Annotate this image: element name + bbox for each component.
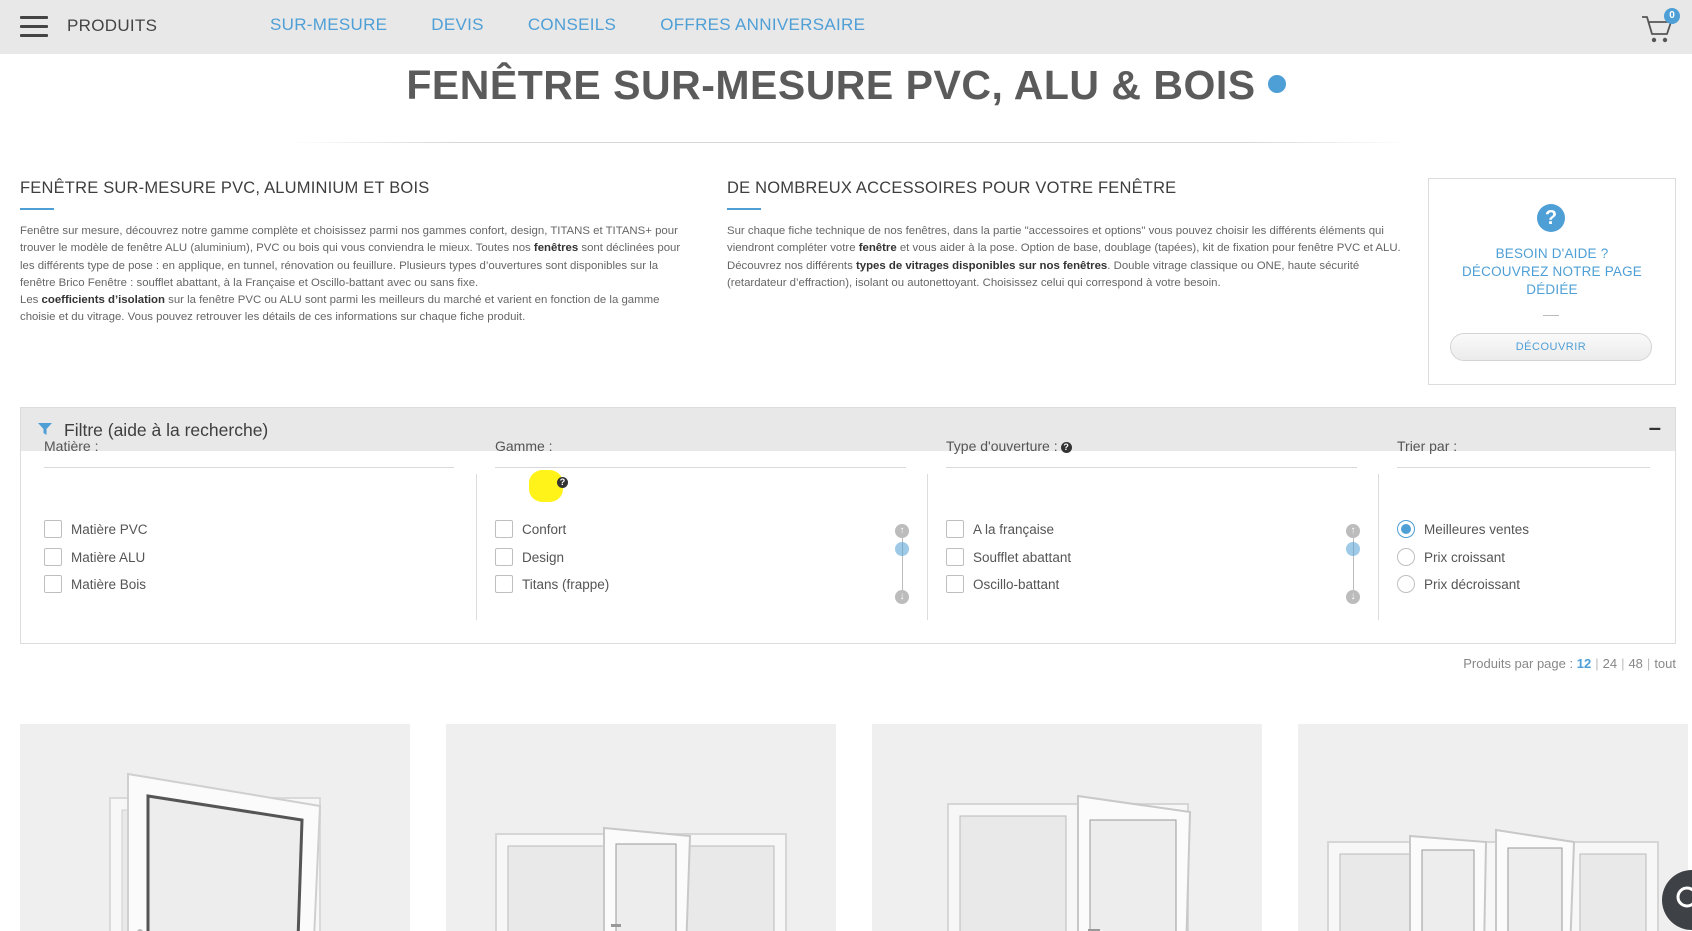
intro-left-text-part: sur la fenêtre PVC ou ALU sont parmi les meilleurs du marché et varient en fonction de la gamme choisie et du vitrage. Vous pouvez retrouver les détails de ces informations sur chaque fiche produit. [20,294,660,324]
radio-button-selected[interactable] [1397,520,1415,538]
help-text-line: DÉCOUVREZ NOTRE PAGE [1461,264,1643,279]
product-card[interactable] [20,724,410,931]
column-separator [927,474,928,620]
title-divider [290,142,1410,143]
intro-right-heading: DE NOMBREUX ACCESSOIRES POUR VOTRE FENÊTRE [727,179,1177,197]
option-label: A la française [973,521,1055,537]
scroll-thumb[interactable] [1346,542,1360,556]
intro-left-text [20,223,696,327]
radio-meilleures-ventes[interactable] [1397,520,1529,538]
gamme-label [495,438,553,454]
intro-right-text-part: et vous aider à la pose. Option de base, doublage (tapées), kit de fixation pour fenêtre PVC et ALU. Découvrez nos différents [727,242,1401,272]
checkbox[interactable] [946,575,964,593]
intro-left-underline [20,208,54,210]
intro-right-text-part: Sur chaque fiche technique de nos fenêtres, dans la partie "accessoires et options" vous pouvez choisir les différents éléments qui viendront compléter votre [727,225,1384,255]
option-label: Confort [522,521,567,537]
intro-right-text [727,223,1403,292]
chat-icon [1674,884,1692,914]
product-card[interactable] [446,724,836,931]
column-separator [476,474,477,620]
checkbox-matiere-alu[interactable] [44,548,145,566]
window-french-double-image [872,724,1262,931]
checkbox[interactable] [946,548,964,566]
scroll-up-icon[interactable]: ↑ [1346,524,1360,538]
filter-panel [20,407,1676,644]
matiere-label: Matière : [44,438,99,454]
window-triple-leaf-image [1298,724,1688,931]
main-nav [270,15,865,35]
nav-link-devis[interactable]: DEVIS [431,15,484,34]
scroll-down-icon[interactable]: ↓ [895,590,909,604]
funnel-icon [38,422,52,436]
intro-left-text-part: Fenêtre sur mesure, découvrez notre gamme complète et choisissez parmi nos gammes confort, design, TITANS et TITANS+ pour trouver le modèle de fenêtre ALU (aluminium), PVC ou bois qui vous conviendra le mieux. Toutes nos [20,225,678,255]
radio-prix-croissant[interactable] [1397,548,1505,566]
cart-button[interactable] [1640,8,1682,48]
option-label: Prix décroissant [1424,576,1521,592]
nav-link-sur-mesure[interactable]: SUR-MESURE [270,15,388,34]
window-double-leaf-image [446,724,836,931]
scroll-down-icon[interactable]: ↓ [1346,590,1360,604]
per-page-24[interactable]: 24 [1602,656,1618,671]
intro-right-text-link[interactable]: types de vitrages disponibles sur nos fenêtres [855,259,1108,272]
checkbox-gamme-titans[interactable] [495,575,609,593]
option-label: Design [522,549,565,565]
intro-left-text-part: sont déclinées pour les différents type de pose : en applique, en tunnel, rénovation ou feuillure. Plusieurs types d’ouvertures sont disponibles sur la fenêtre Brico Fenêtre : soufflet abattant, à la Française et Oscillo-battant avec ou sans fixe. [20,242,681,289]
question-icon[interactable]: ? [1061,442,1072,453]
checkbox-ouverture-oscillo[interactable] [946,575,1059,593]
gamme-label-text: Gamme : [495,438,553,454]
option-label: Matière PVC [71,521,148,537]
checkbox-gamme-design[interactable] [495,548,564,566]
checkbox[interactable] [44,548,62,566]
column-separator [1378,474,1379,620]
page-title [0,62,1692,109]
checkbox-matiere-bois[interactable] [44,575,146,593]
products-per-page [1463,656,1676,671]
option-label: Soufflet abattant [973,549,1072,565]
checkbox-ouverture-francaise[interactable] [946,520,1054,538]
option-label: Meilleures ventes [1424,521,1530,537]
checkbox[interactable] [495,520,513,538]
gamme-scroller[interactable] [895,524,911,604]
intro-left-text-part: Les [20,294,42,307]
top-bar [0,0,1692,54]
gamme-rule [495,467,906,468]
help-divider [1543,315,1559,316]
help-text[interactable] [1439,245,1665,299]
hamburger-menu-icon[interactable] [20,16,50,38]
page-title-text: FENÊTRE SUR-MESURE PVC, ALU & BOIS [406,62,1256,108]
produits-menu-label[interactable]: PRODUITS [67,16,158,35]
per-page-tout[interactable]: tout [1654,656,1676,671]
option-label: Titans (frappe) [522,576,610,592]
intro-left-text-bold: fenêtres [533,242,579,255]
ouverture-label [946,438,1072,454]
checkbox-gamme-confort[interactable] [495,520,566,538]
intro-right-text-bold: fenêtre [858,242,897,255]
checkbox[interactable] [495,548,513,566]
separator: | [1621,656,1625,671]
scroll-up-icon[interactable]: ↑ [895,524,909,538]
intro-right-underline [727,208,761,210]
filter-title: Filtre (aide à la recherche) [64,420,269,440]
help-text-line: BESOIN D'AIDE ? [1495,246,1609,261]
collapse-icon[interactable]: – [1648,415,1661,440]
help-text-line: DÉDIÉE [1526,282,1578,297]
per-page-48[interactable]: 48 [1628,656,1643,671]
gamme-question-icon[interactable]: ? [557,477,568,488]
product-card[interactable] [872,724,1262,931]
option-label: Matière Bois [71,576,147,592]
option-label: Prix croissant [1424,549,1506,565]
intro-left-text-bold: coefficients d’isolation [41,294,165,307]
window-single-leaf-image [20,724,410,931]
trier-label: Trier par : [1397,438,1458,454]
separator: | [1595,656,1599,671]
nav-link-conseils[interactable]: CONSEILS [527,15,617,34]
ouverture-scroller[interactable] [1346,524,1362,604]
ouverture-label-text: Type d'ouverture : [946,438,1058,454]
decouvrir-button[interactable]: DÉCOUVRIR [1450,333,1652,361]
nav-link-offres-anniversaire[interactable]: OFFRES ANNIVERSAIRE [660,15,866,34]
option-label: Oscillo-battant [973,576,1060,592]
product-card[interactable] [1298,724,1688,931]
help-box [1428,178,1676,385]
matiere-rule [44,467,454,468]
cart-count-badge: 0 [1664,8,1680,24]
per-page-12[interactable]: 12 [1576,656,1592,671]
separator: | [1646,656,1651,671]
checkbox[interactable] [946,520,964,538]
question-circle-icon: ? [1537,204,1565,232]
trier-rule [1397,467,1650,468]
scroll-thumb[interactable] [895,542,909,556]
checkbox-matiere-pvc[interactable] [44,520,148,538]
option-label: Matière ALU [71,549,146,565]
radio-button[interactable] [1397,548,1415,566]
title-dot [1268,75,1286,93]
radio-button[interactable] [1397,575,1415,593]
per-page-label: Produits par page : [1463,656,1574,671]
checkbox[interactable] [495,575,513,593]
intro-right-text-part: . Double vitrage classique ou ONE, haute sécurité (retardateur d’effraction), isolant ou autonettoyant. Choisissez celui qui correspond à votre besoin. [727,259,1360,289]
checkbox[interactable] [44,520,62,538]
intro-left-heading: FENÊTRE SUR-MESURE PVC, ALUMINIUM ET BOIS [20,179,430,197]
checkbox-ouverture-soufflet[interactable] [946,548,1071,566]
checkbox[interactable] [44,575,62,593]
ouverture-rule [946,467,1357,468]
radio-prix-decroissant[interactable] [1397,575,1520,593]
